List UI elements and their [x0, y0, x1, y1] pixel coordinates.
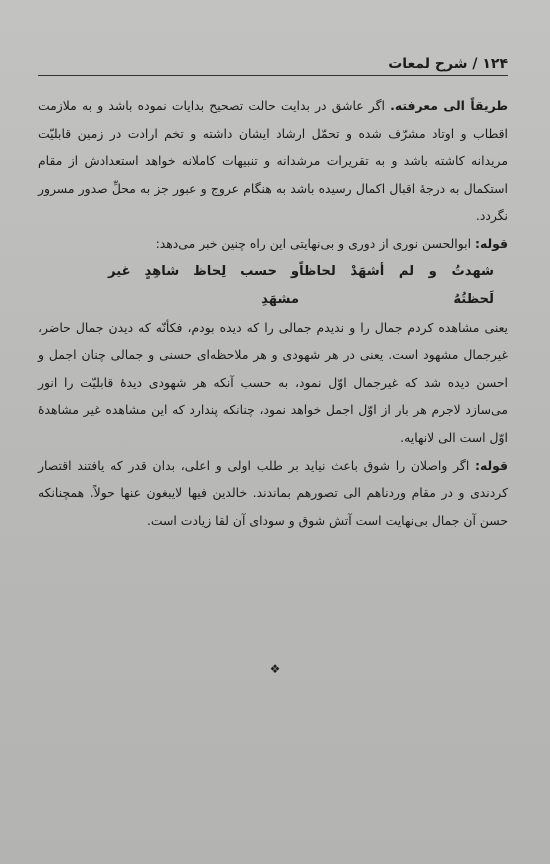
paragraph-1 — [38, 92, 508, 230]
paragraph-4 — [38, 452, 508, 535]
verse-second-hemistich: و حسب لِحاظ شاهِدٍ غیر مشهَدِ — [108, 263, 300, 307]
paragraph-1-lead: طریقاً الی معرفته. — [390, 98, 508, 113]
paragraph-2-body: ابوالحسن نوری از دوری و بی‌نهایتی این راه چنین خبر می‌دهد: — [155, 235, 475, 251]
paragraph-1-body: اگر عاشق در بدایت حالت تصحیح بدایات نموده باشد و به ملازمت اقطاب و اوتاد مشرّف شده و تحمّل ارشاد ایشان داشته و تخم ارادت در زمین قابلیّت مریدانه کاشته باشد و به تقریرات مرشدانه و تنبیهات کاملانه خواهد استعدادش از مقام استکمال به درجهٔ اقبال اکمال رسیده باشد به هنگام عروج و عبور جز به محلِّ صدور مسرور نگردد. — [38, 98, 508, 224]
page-body — [38, 92, 508, 534]
paragraph-4-body: اگر واصلان را شوق باعث نیاید بر طلب اولی و اعلی، بدان قدر که یافتند اقتصار کردندی و در مقام وردناهم الی تصورهم بماندند. خالدین فیها لایبغون عنها حولاً. همچنانکه حسن آن جمال بی‌نهایت است آتش شوق و سودای آن لقا زیادت است. — [38, 457, 508, 528]
section-end-ornament-icon: ❖ — [269, 662, 281, 676]
paragraph-4-lead: قوله: — [474, 457, 508, 473]
paragraph-2-lead: قوله: — [474, 235, 508, 251]
page-header — [38, 48, 508, 76]
verse — [38, 258, 508, 314]
paragraph-3 — [38, 314, 508, 452]
running-head: ۱۲۴ / شرح لمعات — [388, 56, 508, 72]
verse-first-hemistich: شهدتُ و لم أشهَدْ لحاظاً لَحظتُهُ — [299, 263, 494, 307]
paragraph-2 — [38, 230, 508, 258]
paragraph-3-body: یعنی مشاهده کردم جمال را و ندیدم جمالی را که دیده بودم، فکأنّه که دیدن جمال حاضر، غیرجمال مشهود است. یعنی در هر شهودی و هر ملاحظه‌ای حسنی و جمالی چنان اجمل و احسن دیده شد که غیرجمال اوّل نمود، به حسب آنکه هر شهودی دیدهٔ قابلیّت را انور می‌سازد لاجرم هر بار از اوّل اجمل خواهد نمود، چنانکه پندارد که این مشاهده غیر مشاهدهٔ اوّل است الی لانهایه. — [38, 319, 508, 445]
